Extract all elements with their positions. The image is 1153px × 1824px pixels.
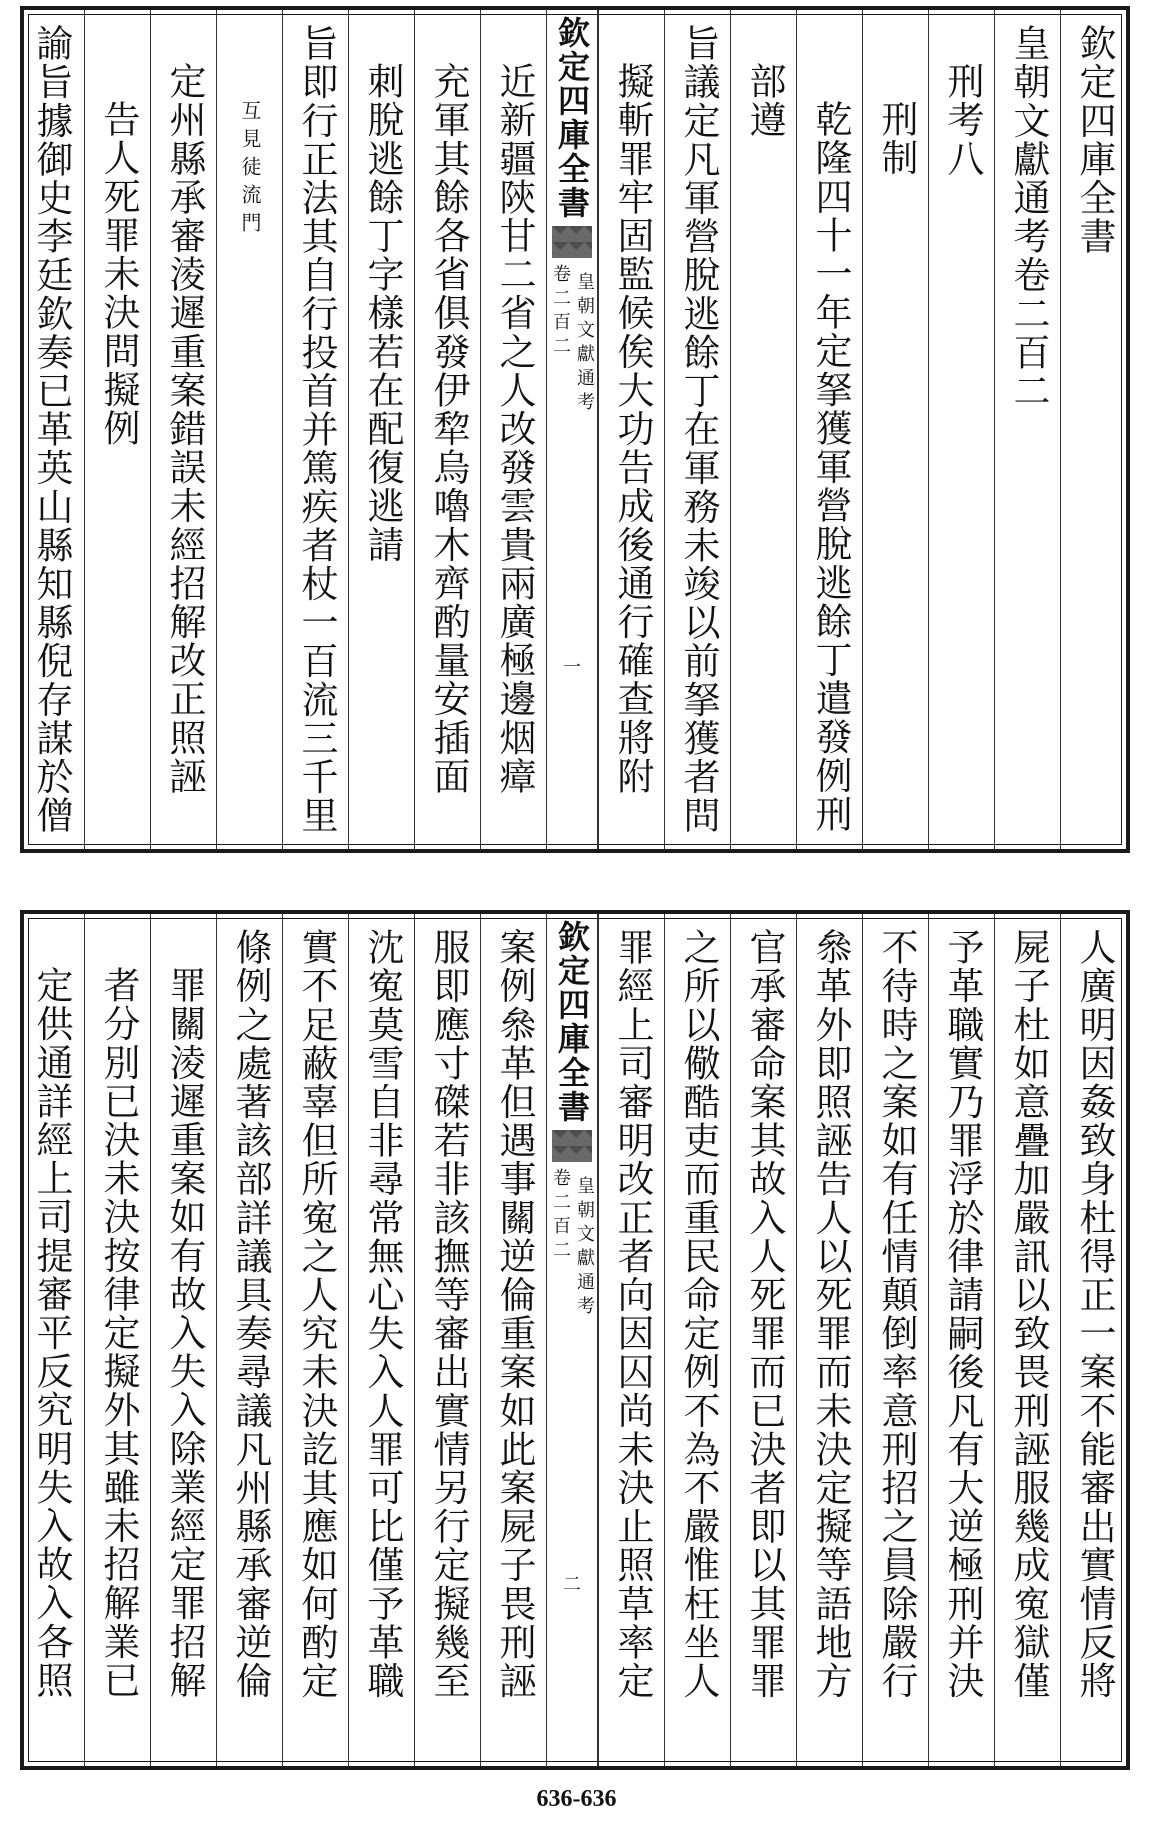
text-column-b13: 條例之處著該部詳議具奏尋議凡州縣承審逆倫 (216, 914, 282, 1766)
text-column-t12: 旨即行正法其自行投首并篤疾者杖一百流三千里 (282, 10, 348, 849)
text-column-t9: 近新疆陝甘二省之人改發雲貴兩廣極邊烟瘴 (480, 10, 546, 849)
text-column-t14: 定州縣承審淩遲重案錯誤未經招解改正照誣 (150, 10, 216, 849)
center-volume: 卷二百二 (550, 1168, 571, 1264)
text-column-b3: 予革職實乃罪浮於律請嗣後凡有大逆極刑并決 (928, 914, 994, 1766)
text-column-t11: 刺脫逃餘丁字樣若在配復逃請 (348, 10, 414, 849)
text-column-t1: 欽定四庫全書 (1060, 10, 1126, 849)
text-column-b7: 之所以儆酷吏而重民命定例不為不嚴惟枉坐人 (664, 914, 730, 1766)
text-column-t4: 刑制 (862, 10, 928, 849)
text-column-t8: 擬斬罪牢固監候俟大功告成後通行確查將附 (598, 10, 664, 849)
text-column-t16: 諭旨據御史李廷欽奏已革英山縣知縣倪存謀於僧 (30, 24, 73, 835)
center-title: 欽定四庫全書 (553, 16, 591, 220)
text-column-t15: 告人死罪未決問擬例 (84, 10, 150, 849)
text-column-b8: 罪經上司審明改正者向因囚尚未決止照草率定 (598, 914, 664, 1766)
text-column-b14: 罪關淩遲重案如有故入失入除業經定罪招解 (150, 914, 216, 1766)
center-volume: 卷二百二 (550, 264, 571, 360)
text-column-b2: 屍子杜如意疊加嚴訊以致畏刑誣服幾成寃獄僅 (994, 914, 1060, 1766)
text-column-b5: 叅革外即照誣告人以死罪而未決定擬等語地方 (796, 914, 862, 1766)
text-column-t3: 刑考八 (928, 10, 994, 849)
page-top (20, 6, 1130, 853)
center-book-title: 皇朝文獻通考 (574, 1176, 595, 1320)
center-fold-bottom (546, 914, 598, 1766)
fishtail-mark-icon (552, 226, 592, 258)
text-column-b1: 人廣明因姦致身杜得正一案不能審出實情反將 (1060, 914, 1126, 1766)
text-column-b6: 官承審命案其故入人死罪而已決者即以其罪罪 (730, 914, 796, 1766)
text-column-t2: 皇朝文獻通考卷二百二 (994, 10, 1060, 849)
text-column-b15: 者分別已決未決按律定擬外其雖未招解業已 (84, 914, 150, 1766)
page-bottom (20, 910, 1130, 1770)
text-column-b11: 沈寃莫雪自非尋常無心失入人罪可比僅予革職 (348, 914, 414, 1766)
text-column-t7: 旨議定凡軍營脫逃餘丁在軍務未竣以前拏獲者問 (664, 10, 730, 849)
center-book-title: 皇朝文獻通考 (574, 272, 595, 416)
leaf-number: 二 (563, 1574, 581, 1595)
text-column-t10: 充軍其餘各省俱發伊犂烏嚕木齊酌量安插面 (414, 10, 480, 849)
text-column-b4: 不待時之案如有任情顛倒率意刑招之員除嚴行 (862, 914, 928, 1766)
center-title: 欽定四庫全書 (553, 920, 591, 1124)
page-number-footer: 636-636 (536, 1786, 617, 1812)
text-column-b16: 定供通詳經上司提審平反究明失入故入各照 (30, 966, 73, 1700)
text-column-b10: 服即應寸磔若非該撫等審出實情另行定擬幾至 (414, 914, 480, 1766)
annotation-column-t13: 互見徒流門 (216, 10, 282, 849)
fishtail-mark-icon (552, 1130, 592, 1162)
text-column-b12: 實不足蔽辜但所寃之人究未決訖其應如何酌定 (282, 914, 348, 1766)
text-column-t6: 部遵 (730, 10, 796, 849)
text-column-t5: 乾隆四十一年定拏獲軍營脫逃餘丁遣發例刑 (796, 10, 862, 849)
text-column-b9: 案例叅革但遇事關逆倫重案如此案屍子畏刑誣 (480, 914, 546, 1766)
center-fold-top (546, 10, 598, 849)
leaf-number: 一 (563, 657, 581, 678)
